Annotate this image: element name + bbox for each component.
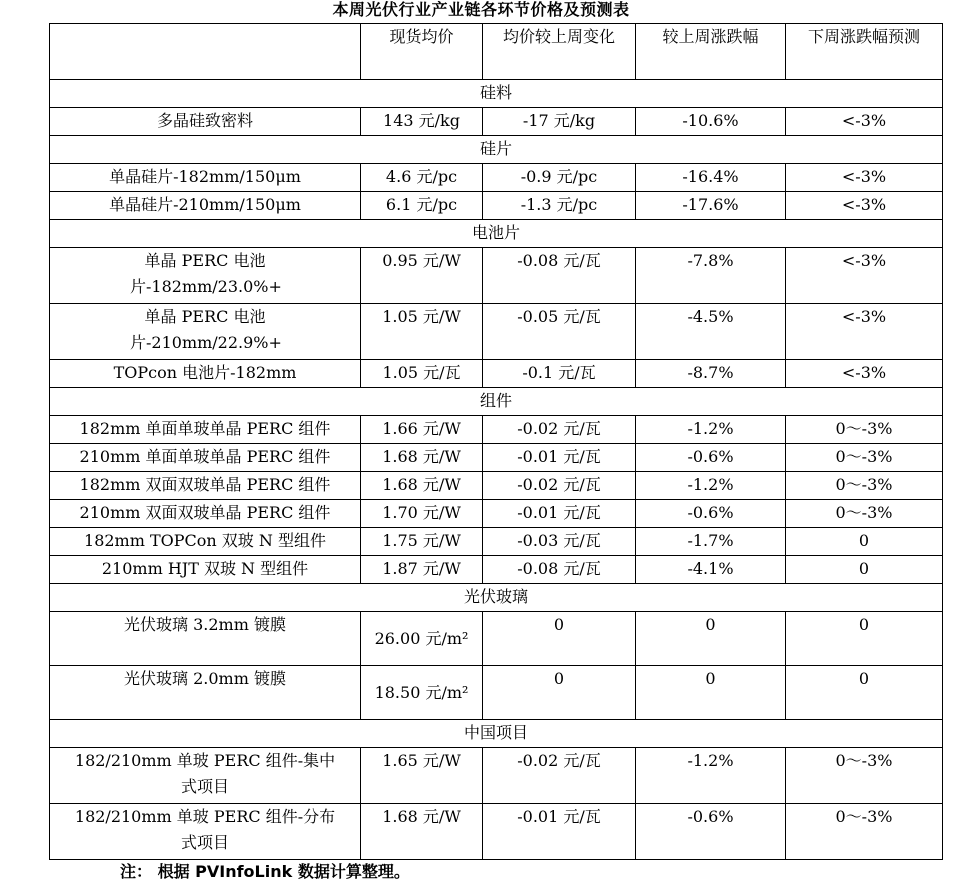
product-cell: 光伏玻璃 2.0mm 镀膜 [50,666,361,720]
section-title: 组件 [50,388,943,416]
product-cell: 210mm 单面单玻单晶 PERC 组件 [50,444,361,472]
product-cell: 182mm TOPCon 双玻 N 型组件 [50,528,361,556]
pct-cell: -17.6% [636,192,786,220]
table-row [50,666,943,720]
forecast-cell: <-3% [786,248,943,304]
pct-cell: -0.6% [636,444,786,472]
price-cell: 1.87 元/W [361,556,483,584]
change-cell: -0.01 元/瓦 [483,500,636,528]
change-cell: -0.02 元/瓦 [483,472,636,500]
pct-cell: -1.2% [636,416,786,444]
product-cell: 182mm 单面单玻单晶 PERC 组件 [50,416,361,444]
header-spot-price: 现货均价 [361,24,483,80]
price-cell: 1.70 元/W [361,500,483,528]
section-title: 电池片 [50,220,943,248]
section-row [50,136,943,164]
table-row [50,108,943,136]
product-cell: 210mm HJT 双玻 N 型组件 [50,556,361,584]
pct-cell: 0 [636,612,786,666]
price-cell: 1.05 元/瓦 [361,360,483,388]
table-row [50,444,943,472]
pct-cell: -4.1% [636,556,786,584]
section-row [50,388,943,416]
section-row [50,720,943,748]
change-cell: -0.08 元/瓦 [483,556,636,584]
pct-cell: -0.6% [636,804,786,860]
table-row [50,472,943,500]
forecast-cell: 0～-3% [786,416,943,444]
price-table [49,23,943,860]
product-cell: 光伏玻璃 3.2mm 镀膜 [50,612,361,666]
change-cell: -0.05 元/瓦 [483,304,636,360]
table-row [50,500,943,528]
price-cell: 26.00 元/m² [361,612,483,666]
product-cell: 210mm 双面双玻单晶 PERC 组件 [50,500,361,528]
pct-cell: -8.7% [636,360,786,388]
forecast-cell: <-3% [786,192,943,220]
price-cell: 143 元/kg [361,108,483,136]
price-cell: 6.1 元/pc [361,192,483,220]
product-cell: 单晶硅片-182mm/150μm [50,164,361,192]
header-forecast: 下周涨跌幅预测 [786,24,943,80]
table-row [50,748,943,804]
pct-cell: -0.6% [636,500,786,528]
change-cell: -0.02 元/瓦 [483,748,636,804]
table-row [50,164,943,192]
change-cell: -0.1 元/瓦 [483,360,636,388]
pct-cell: -1.7% [636,528,786,556]
forecast-cell: 0 [786,666,943,720]
table-row [50,804,943,860]
price-cell: 1.66 元/W [361,416,483,444]
table-title: 本周光伏行业产业链各环节价格及预测表 [332,0,630,19]
change-cell: -0.01 元/瓦 [483,804,636,860]
table-row [50,304,943,360]
forecast-cell: <-3% [786,108,943,136]
change-cell: -0.08 元/瓦 [483,248,636,304]
pct-cell: -16.4% [636,164,786,192]
forecast-cell: 0～-3% [786,804,943,860]
change-cell: -17 元/kg [483,108,636,136]
forecast-cell: <-3% [786,360,943,388]
section-row [50,584,943,612]
price-cell: 1.75 元/W [361,528,483,556]
price-cell: 1.68 元/W [361,444,483,472]
price-cell: 1.68 元/W [361,804,483,860]
forecast-cell: 0 [786,612,943,666]
change-cell: -0.01 元/瓦 [483,444,636,472]
forecast-cell: <-3% [786,304,943,360]
change-cell: 0 [483,612,636,666]
pct-cell: -10.6% [636,108,786,136]
product-cell: 182/210mm 单玻 PERC 组件-集中式项目 [50,748,361,804]
price-cell: 4.6 元/pc [361,164,483,192]
change-cell: -1.3 元/pc [483,192,636,220]
product-cell: 单晶 PERC 电池片-182mm/23.0%+ [50,248,361,304]
header-row [50,24,943,80]
pct-cell: -7.8% [636,248,786,304]
table-row [50,556,943,584]
price-cell: 1.68 元/W [361,472,483,500]
pct-cell: -1.2% [636,472,786,500]
forecast-cell: 0 [786,528,943,556]
forecast-cell: <-3% [786,164,943,192]
table-row [50,612,943,666]
forecast-cell: 0～-3% [786,500,943,528]
header-blank [50,24,361,80]
change-cell: 0 [483,666,636,720]
section-title: 中国项目 [50,720,943,748]
price-cell: 0.95 元/W [361,248,483,304]
section-row [50,220,943,248]
product-cell: 182mm 双面双玻单晶 PERC 组件 [50,472,361,500]
pct-cell: -4.5% [636,304,786,360]
table-row [50,416,943,444]
price-cell: 1.65 元/W [361,748,483,804]
change-cell: -0.9 元/pc [483,164,636,192]
product-cell: 单晶硅片-210mm/150μm [50,192,361,220]
header-price-change: 均价较上周变化 [483,24,636,80]
forecast-cell: 0～-3% [786,748,943,804]
price-cell: 18.50 元/m² [361,666,483,720]
pct-cell: 0 [636,666,786,720]
pct-cell: -1.2% [636,748,786,804]
change-cell: -0.02 元/瓦 [483,416,636,444]
section-title: 光伏玻璃 [50,584,943,612]
forecast-cell: 0 [786,556,943,584]
table-row [50,192,943,220]
change-cell: -0.03 元/瓦 [483,528,636,556]
table-row [50,360,943,388]
section-title: 硅料 [50,80,943,108]
forecast-cell: 0～-3% [786,472,943,500]
price-cell: 1.05 元/W [361,304,483,360]
product-cell: 182/210mm 单玻 PERC 组件-分布式项目 [50,804,361,860]
section-row [50,80,943,108]
product-cell: 单晶 PERC 电池片-210mm/22.9%+ [50,304,361,360]
header-weekly-change: 较上周涨跌幅 [636,24,786,80]
section-title: 硅片 [50,136,943,164]
source-note: 注： 根据 PVInfoLink 数据计算整理。 [120,862,410,881]
product-cell: 多晶硅致密料 [50,108,361,136]
forecast-cell: 0～-3% [786,444,943,472]
product-cell: TOPcon 电池片-182mm [50,360,361,388]
table-row [50,528,943,556]
table-row [50,248,943,304]
